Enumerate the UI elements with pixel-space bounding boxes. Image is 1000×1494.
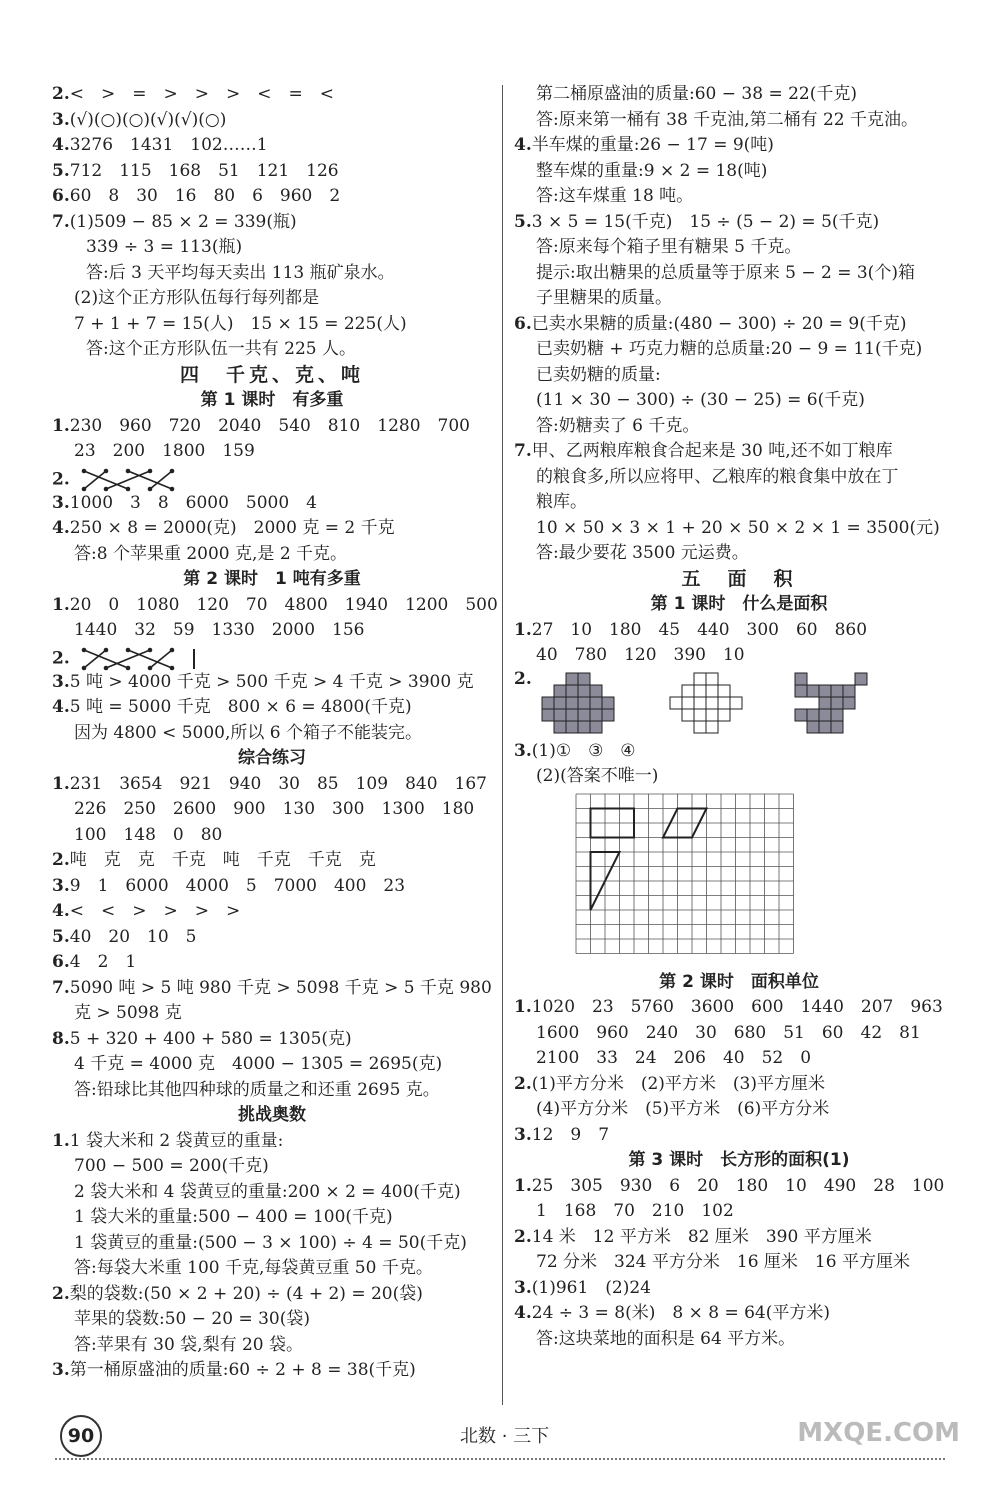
item-number: 1. — [52, 1130, 70, 1151]
answer-text: 60 8 30 16 80 6 960 2 — [69, 186, 341, 206]
item-number: 7. — [52, 211, 70, 232]
answer-line — [52, 337, 492, 363]
answer-line — [52, 797, 492, 823]
answer-text: 40 780 120 390 10 — [536, 645, 745, 665]
answer-text: 答:原来第一桶有 38 千克油,第二桶有 22 千克油。 — [536, 109, 919, 130]
answer-text: 1600 960 240 30 680 51 60 42 81 — [536, 1022, 921, 1043]
answer-line — [514, 1225, 964, 1251]
answer-line — [514, 465, 964, 491]
answer-line — [514, 995, 964, 1021]
answer-text: 3 × 5 = 15(千克) 15 ÷ (5 − 2) = 5(千克) — [531, 211, 880, 232]
item-number: 3. — [514, 740, 532, 761]
answer-text: 40 20 10 5 — [69, 926, 197, 947]
answer-line — [514, 439, 964, 465]
answer-line — [52, 542, 492, 568]
answer-line — [52, 644, 492, 670]
lesson-heading: 第 3 课时 长方形的面积(1) — [628, 1150, 850, 1170]
item-number: 3. — [52, 671, 70, 692]
item-number: 1. — [514, 619, 532, 640]
answer-text: 100 148 0 80 — [74, 824, 223, 845]
answer-text: 4 千克 = 4000 克 4000 − 1305 = 2695(克) — [74, 1054, 443, 1074]
answer-line — [52, 159, 492, 185]
lesson-heading: 第 2 课时 面积单位 — [659, 971, 819, 992]
answer-text: 梨的袋数:(50 × 2 + 20) ÷ (4 + 2) = 20(袋) — [69, 1283, 423, 1304]
answer-text: 整车煤的重量:9 × 2 = 18(吨) — [536, 160, 768, 181]
answer-text: 712 115 168 51 121 126 — [69, 160, 339, 181]
answer-line — [514, 133, 964, 159]
answer-line — [514, 1199, 964, 1225]
answer-line — [514, 1072, 964, 1098]
answer-text: 14 米 12 平方米 82 厘米 390 平方厘米 — [531, 1226, 872, 1247]
answer-text: (1)① ③ ④ — [531, 740, 636, 761]
answer-line — [514, 337, 964, 363]
item-number: 1. — [514, 1175, 532, 1196]
answer-line — [52, 976, 492, 1002]
answer-text: 231 3654 921 940 30 85 109 840 167 — [69, 773, 487, 794]
answer-text: < > = > > > < = < — [69, 84, 334, 104]
answer-line — [52, 312, 492, 338]
column-divider — [502, 85, 503, 1405]
answer-text: 5 + 320 + 400 + 580 = 1305(克) — [69, 1028, 352, 1049]
answer-line — [52, 1027, 492, 1053]
answer-line — [52, 439, 492, 465]
answer-text: 答:8 个苹果重 2000 克,是 2 千克。 — [74, 543, 348, 564]
answer-line — [52, 1180, 492, 1206]
left-column — [52, 82, 498, 1384]
answer-line — [52, 1001, 492, 1027]
section-title: 五 面 积 — [681, 567, 797, 590]
answer-line — [52, 1358, 492, 1384]
item-number: 4. — [514, 1303, 532, 1323]
answer-line — [52, 823, 492, 849]
item-number: 2. — [52, 648, 70, 668]
answer-text: 苹果的袋数:50 − 20 = 30(袋) — [74, 1309, 310, 1329]
answer-text: 1440 32 59 1330 2000 156 — [74, 620, 365, 640]
item-number: 4. — [52, 135, 70, 155]
answer-text: (2)(答案不唯一) — [536, 766, 659, 786]
item-number: 7. — [514, 441, 532, 461]
answer-text: 226 250 2600 900 130 300 1300 180 — [74, 799, 475, 819]
answer-line — [514, 1327, 964, 1353]
answer-text: 的粮食多,所以应将甲、乙粮库的粮食集中放在丁 — [536, 466, 899, 487]
area-grid-figure — [572, 790, 812, 960]
answer-line — [52, 1052, 492, 1078]
answer-text: 答:原来每个箱子里有糖果 5 千克。 — [536, 237, 802, 257]
answer-text: 因为 4800 < 5000,所以 6 个箱子不能装完。 — [74, 722, 423, 743]
answer-text: 吨 克 克 千克 吨 千克 千克 克 — [69, 850, 376, 870]
answer-text: 答:铅球比其他四种球的质量之和还重 2695 克。 — [74, 1079, 440, 1100]
answer-text: 7 + 1 + 7 = 15(人) 15 × 15 = 225(人) — [74, 313, 407, 334]
answer-text: (1)平方分米 (2)平方米 (3)平方厘米 — [531, 1073, 825, 1094]
answer-text: 答:这块菜地的面积是 64 平方米。 — [536, 1328, 796, 1349]
answer-text: 答:苹果有 30 袋,梨有 20 袋。 — [74, 1334, 304, 1355]
lesson-heading: 第 1 课时 有多重 — [200, 390, 344, 410]
lesson-heading: 综合练习 — [238, 748, 306, 768]
answer-line — [52, 1154, 492, 1180]
item-number: 3. — [514, 1277, 532, 1298]
item-number: 2. — [52, 1283, 70, 1304]
page-footer — [0, 1410, 1000, 1470]
footer-title: 北数 · 三下 — [460, 1426, 550, 1447]
answer-text: 1 袋黄豆的重量:(500 − 3 × 100) ÷ 4 = 50(千克) — [74, 1232, 467, 1253]
answer-text: 已卖水果糖的质量:(480 − 300) ÷ 20 = 9(千克) — [531, 313, 907, 334]
answer-text: 9 1 6000 4000 5 7000 400 23 — [69, 875, 406, 896]
item-number: 4. — [52, 697, 70, 717]
answer-line — [514, 286, 964, 312]
right-column — [514, 82, 964, 1352]
answer-text: 1020 23 5760 3600 600 1440 207 963 — [531, 997, 943, 1017]
answer-text: 5 吨 = 5000 千克 800 × 6 = 4800(千克) — [69, 697, 412, 717]
answer-text: 答:后 3 天平均每天卖出 113 瓶矿泉水。 — [86, 262, 395, 283]
answer-text: 2100 33 24 206 40 52 0 — [536, 1048, 812, 1068]
answer-line — [514, 490, 964, 516]
answer-line — [52, 1129, 492, 1155]
answer-line — [52, 491, 492, 517]
answer-text: 1000 3 8 6000 5000 4 — [69, 492, 317, 513]
answer-text: 已卖奶糖的质量: — [536, 364, 661, 385]
answer-line — [52, 1307, 492, 1333]
answer-line — [52, 1078, 492, 1104]
answer-line — [514, 261, 964, 287]
answer-text: 第二桶原盛油的质量:60 − 38 = 22(千克) — [536, 84, 857, 104]
answer-line — [52, 670, 492, 696]
answer-line — [514, 1276, 964, 1302]
answer-line — [514, 235, 964, 261]
item-number: 3. — [52, 109, 70, 130]
footer-dotted-rule — [55, 1458, 945, 1460]
answer-line — [52, 108, 492, 134]
answer-line — [514, 669, 964, 739]
answer-text: 答:奶糖卖了 6 千克。 — [536, 415, 700, 436]
answer-line — [514, 363, 964, 389]
item-number: 6. — [514, 313, 532, 334]
answer-text: 1 袋大米和 2 袋黄豆的重量: — [69, 1130, 284, 1151]
item-number: 3. — [52, 875, 70, 896]
answer-line — [514, 210, 964, 236]
item-number: 5. — [52, 926, 70, 947]
answer-line — [514, 1250, 964, 1276]
answer-text: 子里糖果的质量。 — [536, 288, 672, 308]
item-number: 1. — [514, 997, 532, 1017]
answer-text: 12 9 7 — [531, 1124, 610, 1145]
answer-line — [52, 1231, 492, 1257]
item-number: 8. — [52, 1028, 70, 1049]
item-number: 2. — [514, 668, 532, 689]
answer-text: 答:这车煤重 18 吨。 — [536, 186, 694, 206]
answer-line — [514, 516, 964, 542]
answer-text: 答:最少要花 3500 元运费。 — [536, 543, 749, 563]
item-number: 3. — [52, 492, 70, 513]
answer-text: (1)509 − 85 × 2 = 339(瓶) — [69, 211, 297, 232]
answer-text: 10 × 50 × 3 × 1 + 20 × 50 × 2 × 1 = 3500(元) — [536, 517, 940, 538]
answer-text: (1)961 (2)24 — [531, 1277, 651, 1298]
answer-line — [52, 899, 492, 925]
answer-line — [52, 184, 492, 210]
page-number: 90 — [60, 1415, 102, 1457]
section-title: 四 千克、克、吨 — [179, 363, 364, 386]
answer-line — [52, 414, 492, 440]
answer-text: 72 分米 324 平方分米 16 厘米 16 平方厘米 — [536, 1252, 910, 1272]
answer-line — [52, 1282, 492, 1308]
answer-text: 粮库。 — [536, 492, 587, 512]
answer-text: 1 袋大米的重量:500 − 400 = 100(千克) — [74, 1207, 393, 1227]
answer-line — [514, 388, 964, 414]
item-number: 7. — [52, 977, 70, 998]
answer-text: 700 − 500 = 200(千克) — [74, 1156, 269, 1176]
answer-line — [52, 593, 498, 619]
answer-line — [52, 133, 492, 159]
answer-line — [52, 516, 492, 542]
answer-text: 27 10 180 45 440 300 60 860 — [531, 619, 868, 640]
answer-line — [514, 1123, 964, 1149]
lesson-heading: 第 1 课时 什么是面积 — [650, 594, 828, 614]
answer-text: (4)平方分米 (5)平方米 (6)平方分米 — [536, 1099, 830, 1119]
answer-text: 23 200 1800 159 — [74, 441, 255, 461]
answer-text: 提示:取出糖果的总质量等于原来 5 − 2 = 3(个)箱 — [536, 262, 915, 283]
item-number: 2. — [514, 1073, 532, 1094]
item-number: 2. — [52, 850, 70, 870]
answer-text: 2 袋大米和 4 袋黄豆的重量:200 × 2 = 400(千克) — [74, 1181, 461, 1202]
item-number: 2. — [514, 1226, 532, 1247]
lesson-heading: 第 2 课时 1 吨有多重 — [183, 569, 361, 589]
answer-line — [514, 1097, 964, 1123]
answer-line — [514, 1021, 964, 1047]
answer-text: 答:每袋大米重 100 千克,每袋黄豆重 50 千克。 — [74, 1258, 433, 1278]
answer-text: 24 ÷ 3 = 8(米) 8 × 8 = 64(平方米) — [531, 1303, 831, 1323]
answer-text: 4 2 1 — [69, 952, 137, 972]
item-number: 4. — [52, 901, 70, 921]
item-number: 3. — [52, 1360, 70, 1380]
lesson-heading: 挑战奥数 — [238, 1105, 306, 1125]
answer-line — [52, 82, 492, 108]
answer-line — [514, 312, 964, 338]
answer-text: 25 305 930 6 20 180 10 490 28 100 — [531, 1175, 945, 1196]
answer-line — [52, 925, 492, 951]
answer-line — [514, 159, 964, 185]
answer-line — [514, 108, 964, 134]
answer-text: 1 168 70 210 102 — [536, 1201, 734, 1221]
answer-line — [514, 764, 964, 790]
item-number: 2. — [52, 84, 70, 104]
answer-line — [514, 82, 964, 108]
answer-line — [514, 1301, 964, 1327]
item-number: 1. — [52, 773, 70, 794]
answer-line — [52, 235, 492, 261]
answer-line — [514, 643, 964, 669]
item-number: 3. — [514, 1124, 532, 1145]
answer-text: (√)(○)(○)(√)(√)(○) — [69, 109, 227, 130]
item-number: 1. — [52, 415, 70, 436]
answer-text: 20 0 1080 120 70 4800 1940 1200 500 — [69, 594, 498, 615]
item-number: 4. — [514, 135, 532, 155]
answer-text: < < > > > > — [69, 901, 241, 921]
grid-figure-row — [514, 790, 964, 970]
answer-line — [52, 465, 492, 491]
answer-text: 339 ÷ 3 = 113(瓶) — [86, 237, 243, 257]
item-number: 6. — [52, 186, 70, 206]
item-number: 5. — [52, 160, 70, 181]
answer-text: 5090 吨 > 5 吨 980 千克 > 5098 千克 > 5 千克 980 — [69, 977, 492, 998]
answer-line — [52, 261, 492, 287]
item-number: 1. — [52, 594, 70, 615]
answer-text: 5 吨 > 4000 千克 > 500 千克 > 4 千克 > 3900 克 — [69, 671, 474, 692]
answer-line — [514, 739, 964, 765]
answer-line — [514, 1174, 964, 1200]
answer-line — [52, 618, 492, 644]
item-number: 2. — [52, 469, 70, 489]
answer-text: 答:这个正方形队伍一共有 225 人。 — [86, 339, 356, 359]
answer-line — [52, 286, 492, 312]
answer-line — [52, 772, 492, 798]
answer-line — [514, 618, 964, 644]
answer-line — [52, 874, 492, 900]
answer-line — [514, 541, 964, 567]
answer-text: (2)这个正方形队伍每行每列都是 — [74, 288, 320, 308]
answer-line — [52, 1256, 492, 1282]
answer-text: 250 × 8 = 2000(克) 2000 克 = 2 千克 — [69, 518, 395, 538]
answer-line — [514, 1046, 964, 1072]
answer-text: 第一桶原盛油的质量:60 ÷ 2 + 8 = 38(千克) — [69, 1360, 416, 1380]
answer-line — [52, 721, 492, 747]
watermark: MXQE.COM — [797, 1418, 960, 1448]
answer-text: 已卖奶糖 + 巧克力糖的总质量:20 − 9 = 11(千克) — [536, 339, 923, 359]
item-number: 5. — [514, 211, 532, 232]
answer-text: 克 > 5098 克 — [74, 1003, 182, 1023]
answer-text: 3276 1431 102……1 — [69, 135, 268, 155]
area-shapes-figure — [540, 671, 900, 735]
answer-text: (11 × 30 − 300) ÷ (30 − 25) = 6(千克) — [536, 390, 865, 410]
item-number: 4. — [52, 518, 70, 538]
answer-text: 甲、乙两粮库粮食合起来是 30 吨,还不如丁粮库 — [531, 441, 893, 461]
answer-line — [52, 695, 492, 721]
answer-line — [52, 1333, 492, 1359]
answer-line — [514, 414, 964, 440]
answer-line — [52, 210, 492, 236]
answer-text: 半车煤的重量:26 − 17 = 9(吨) — [531, 135, 774, 155]
answer-line — [52, 1205, 492, 1231]
answer-line — [52, 848, 492, 874]
answer-line — [52, 950, 492, 976]
answer-text: 230 960 720 2040 540 810 1280 700 — [69, 415, 470, 436]
answer-line — [514, 184, 964, 210]
item-number: 6. — [52, 952, 70, 972]
